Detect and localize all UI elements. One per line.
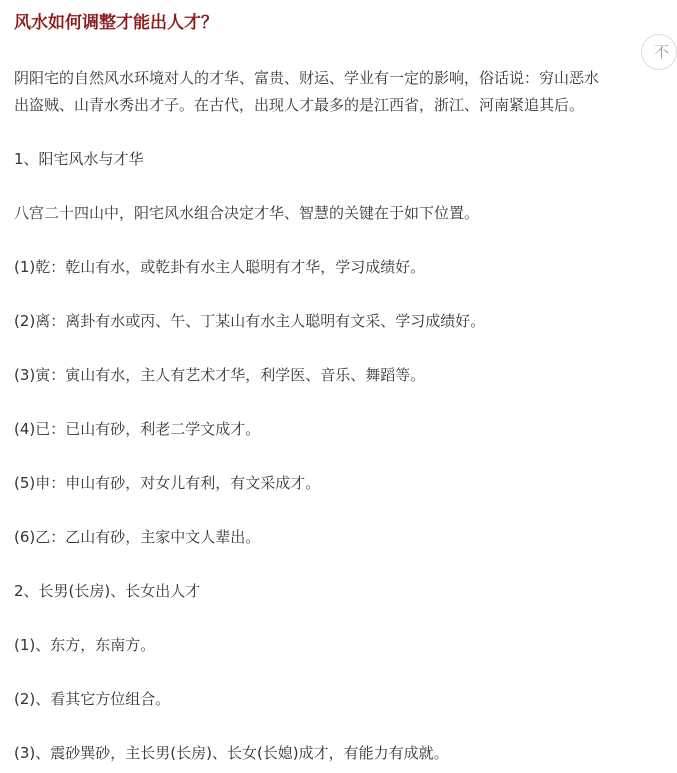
list-item-other-directions: (2)、看其它方位组合。 <box>14 690 171 708</box>
side-button-glyph: 不 <box>654 43 670 61</box>
section-heading-2: 2、长男(长房)、长女出人才 <box>14 582 201 600</box>
paragraph-bagong: 八宫二十四山中，阳宅风水组合决定才华、智慧的关键在于如下位置。 <box>14 204 480 222</box>
list-item-east: (1)、东方，东南方。 <box>14 636 156 654</box>
list-item-li: (2)离：离卦有水或丙、午、丁某山有水主人聪明有文采、学习成绩好。 <box>14 312 486 330</box>
intro-line-2: 出盗贼、山青水秀出才子。在古代，出现人才最多的是江西省，浙江、河南紧追其后。 <box>14 96 585 114</box>
intro-line-1: 阴阳宅的自然风水环境对人的才华、富贵、财运、学业有一定的影响，俗话说：穷山恶水 <box>14 69 600 87</box>
list-item-yin: (3)寅：寅山有水，主人有艺术才华，利学医、音乐、舞蹈等。 <box>14 366 426 384</box>
article-title: 风水如何调整才能出人才？ <box>14 13 218 33</box>
list-item-yi: (6)乙：乙山有砂，主家中文人辈出。 <box>14 528 261 546</box>
list-item-shen: (5)申：申山有砂，对女儿有利，有文采成才。 <box>14 474 321 492</box>
list-item-qian: (1)乾：乾山有水，或乾卦有水主人聪明有才华，学习成绩好。 <box>14 258 426 276</box>
list-item-zhen-xun: (3)、震砂巽砂，主长男(长房)、长女(长媳)成才，有能力有成就。 <box>14 744 449 762</box>
section-heading-1: 1、阳宅风水与才华 <box>14 150 144 168</box>
side-float-button[interactable] <box>641 34 677 70</box>
intro-paragraph <box>14 65 599 119</box>
list-item-si: (4)已：已山有砂，利老二学文成才。 <box>14 420 261 438</box>
